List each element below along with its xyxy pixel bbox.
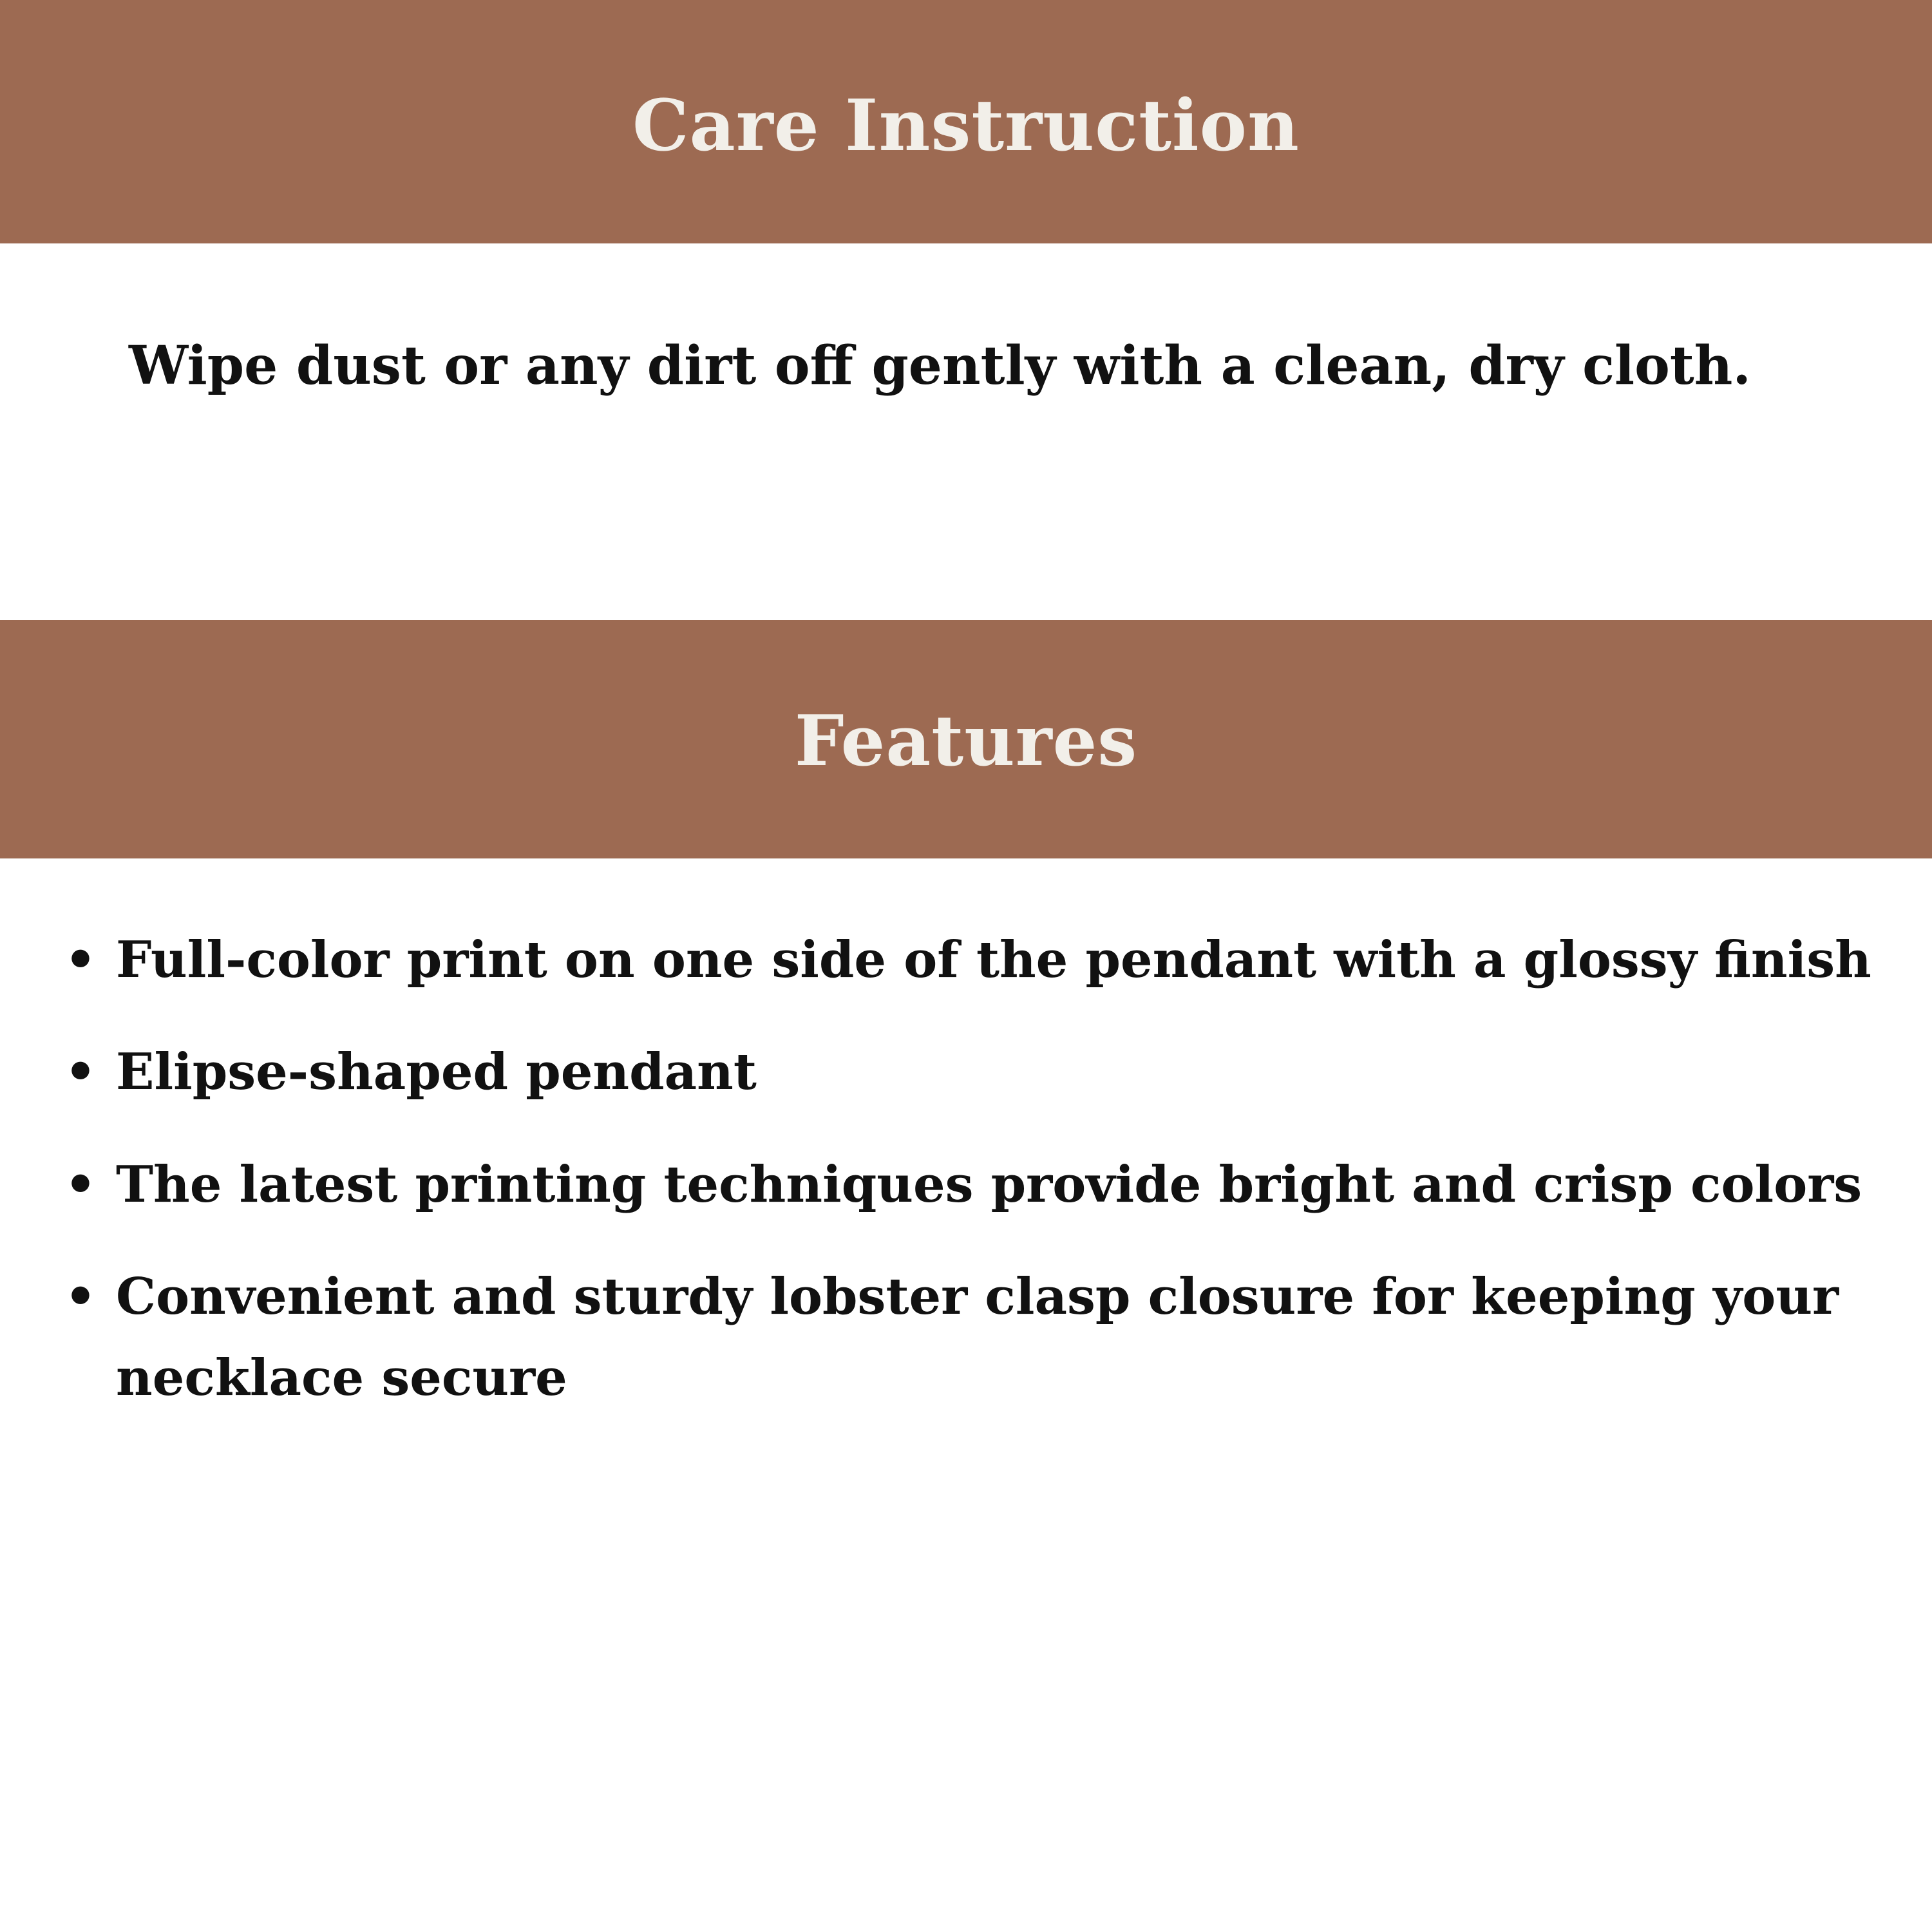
list-item-label: The latest printing techniques provide bright and crisp colors: [116, 1155, 1862, 1214]
list-item-label: Full-color print on one side of the pendant with a glossy finish: [116, 931, 1871, 989]
list-item: [39, 920, 1874, 1001]
bullet-icon: •: [64, 931, 97, 989]
list-item: [39, 1144, 1874, 1226]
features-list: [39, 920, 1874, 1419]
care-instruction-title: Care Instruction: [632, 83, 1300, 167]
features-banner: [0, 620, 1932, 858]
bullet-icon: •: [64, 1155, 97, 1214]
list-item: [39, 1032, 1874, 1113]
care-instruction-banner: [0, 0, 1932, 243]
bullet-icon: •: [64, 1043, 97, 1102]
features-body: [0, 858, 1932, 1932]
list-item-label: Convenient and sturdy lobster clasp closure for keeping your necklace secure: [116, 1267, 1839, 1408]
care-instruction-body: [0, 243, 1932, 620]
bullet-icon: •: [64, 1267, 97, 1327]
care-instruction-text: Wipe dust or any dirt off gently with a clean, dry cloth.: [129, 335, 1751, 397]
list-item: [39, 1256, 1874, 1419]
features-title: Features: [794, 700, 1138, 782]
list-item-label: Elipse-shaped pendant: [116, 1043, 757, 1102]
